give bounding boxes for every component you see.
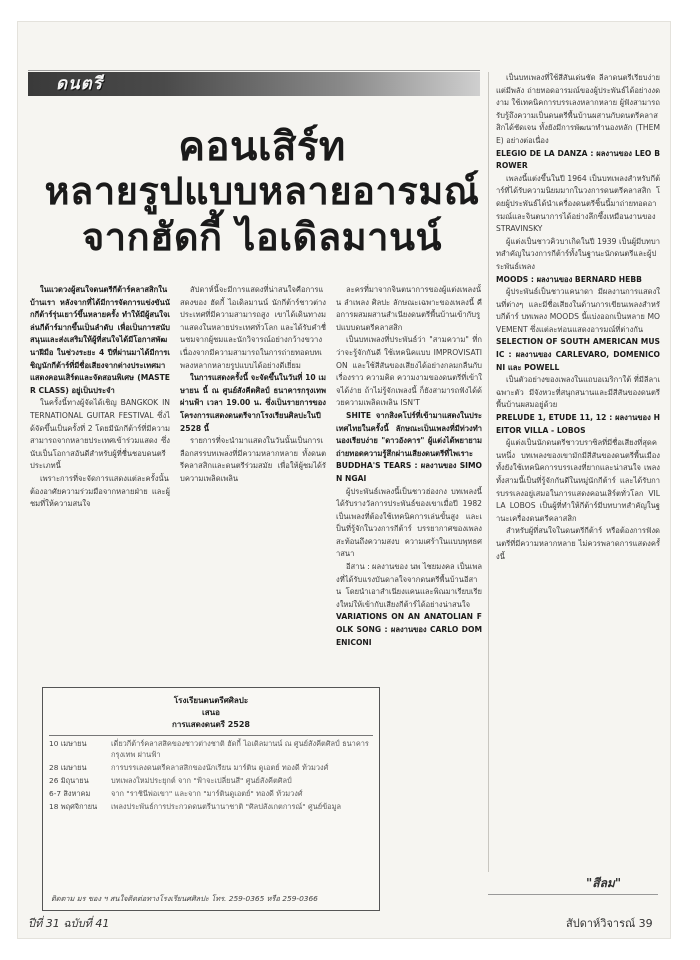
section-top-rule	[28, 70, 480, 71]
third-title-variations: VARIATIONS ON AN ANATOLIAN FOLK SONG : ผลงานของ CARLO DOMENICONI	[336, 612, 482, 647]
headline-line-2: หลายรูปแบบหลายอารมณ์	[44, 169, 480, 213]
schedule-title-3: การแสดงดนตรี 2528	[172, 720, 250, 729]
schedule-date: 10 เมษายน	[49, 739, 87, 748]
mid-para-3: รายการที่จะนำมาแสดงในวันนั้นเป็นการเลือกสรรบทเพลงที่มีความหลากหลาย ทั้งดนตรีคลาสสิกและดนตรีร่วมสมัย เพื่อให้ผู้ชมได้รับความเพลิดเพลิน	[180, 436, 326, 483]
middle-column	[180, 284, 326, 676]
third-para-5: ผู้ประพันธ์เพลงนี้เป็นชาวฮ่องกง บทเพลงนี้ได้รับรางวัลการประพันธ์ของเขาเมื่อปี 1982 เป็นเพลงที่ต้องใช้เทคนิคการเล่นขั้นสูง และเป็นที่รู้จักในวงการกีต้าร์ บรรยากาศของเพลงสะท้อนถึงความสงบ ความเศร้าในแบบพุทธศาสนา	[336, 486, 482, 559]
left-para-1: ในแวดวงผู้สนใจดนตรีกีต้าร์คลาสสิกในบ้านเรา หลังจากที่ได้มีการจัดการแข่งขันนักกีต้าร์รุ่นเยาว์ขึ้นหลายครั้ง ทำให้มีผู้สนใจเล่นกีต้าร์มากขึ้นเป็นลำดับ เพื่อเป็นการสนับสนุนและส่งเสริมให้ผู้ที่สนใจได้มีโอกาสพัฒนาฝีมือ ในช่วงระยะ 4 ปีที่ผ่านมาได้มีการเชิญนักกีต้าร์ที่มีชื่อเสียงจากต่างประเทศมาแสดงคอนเสิร์ตและจัดสอนพิเศษ (MASTER CLASS) อยู่เป็นประจำ	[30, 285, 170, 395]
schedule-row	[43, 799, 379, 812]
schedule-box	[42, 687, 380, 911]
schedule-desc: บทเพลงใหม่ประยุกต์ จาก "ฟ้าจะเปลี่ยนสี" ศูนย์สังคีตศิลป์	[111, 776, 292, 785]
schedule-row	[43, 773, 379, 786]
schedule-date: 6-7 สิงหาคม	[49, 789, 91, 798]
magazine-page	[18, 22, 670, 938]
item-title-elegio: ELEGIO DE LA DANZA : ผลงานของ LEO BROWER	[496, 148, 660, 171]
item-title-south-american: SELECTION OF SOUTH AMERICAN MUSIC : ผลงานของ CARLEVARO, DOMENICONI และ POWELL	[496, 337, 660, 372]
headline-line-3: จากฮัดกี้ ไอเดิลมานน์	[82, 215, 442, 259]
item-text-elegio: เพลงนี้แต่งขึ้นในปี 1964 เป็นบทเพลงสำหรับกีต้าร์ที่ได้รับความนิยมมากในวงการดนตรีคลาสสิก โดยผู้ประพันธ์ได้นำเครื่องดนตรีชิ้นนี้มาถ่ายทอดอารมณ์และจินตนาการได้อย่างลึกซึ้งเหมือนงานของ STRAVINSKY	[496, 173, 660, 234]
headline-line-1: คอนเสิร์ท	[178, 124, 346, 170]
schedule-title-1: โรงเรียนดนตรีศศิลปะ	[173, 696, 249, 705]
right-intro: เป็นบทเพลงที่ใช้สีสันเด่นชัด ลีลาดนตรีเรียบง่ายแต่มีพลัง ถ่ายทอดอารมณ์ของผู้ประพันธ์ได้อย่างงดงาม ใช้เทคนิคการบรรเลงหลากหลาย ผู้ฟังสามารถรับรู้ถึงความเป็นดนตรีพื้นบ้านผสานกับดนตรีคลาสสิกได้ชัดเจน ทั้งยังมีการพัฒนาทำนองหลัก (THEME) อย่างต่อเนื่อง	[496, 73, 660, 145]
right-closing: สำหรับผู้ที่สนใจในดนตรีกีต้าร์ หรือต้องการฟังดนตรีที่มีความหลากหลาย ไม่ควรพลาดการแสดงครั้งนี้	[496, 526, 660, 561]
schedule-date: 28 เมษายน	[49, 763, 87, 772]
schedule-row	[43, 786, 379, 799]
left-column	[30, 284, 170, 676]
item-tail-elegio: ผู้แต่งเป็นชาวคิวบาเกิดในปี 1939 เป็นผู้มีบทบาทสำคัญในวงการกีต้าร์ทั้งในฐานะนักดนตรีและผู้ประพันธ์เพลง	[496, 236, 660, 271]
item-title-prelude: PRELUDE 1, ETUDE 11, 12 : ผลงานของ HEITOR VILLA - LOBOS	[496, 413, 660, 435]
left-para-3: เพราะการที่จะจัดการแสดงแต่ละครั้งนั้นต้องอาศัยความร่วมมือจากหลายฝ่าย และผู้ชมที่ให้ความสนใจ	[30, 473, 170, 509]
schedule-date: 26 มิถุนายน	[49, 776, 89, 785]
item-text-prelude: ผู้แต่งเป็นนักดนตรีชาวบราซิลที่มีชื่อเสียงที่สุดคนหนึ่ง บทเพลงของเขามักมีสีสันของดนตรีพื้นเมือง ทั้งยังใช้เทคนิคการบรรเลงที่ยากและน่าสนใจ เพลงทั้งสามนี้เป็นที่รู้จักกันดีในหมู่นักกีต้าร์ และได้รับการบรรเลงอยู่เสมอในการแสดงคอนเสิร์ตทั่วโลก VILLA LOBOS เป็นผู้ที่ทำให้กีต้าร์มีบทบาทสำคัญในฐานะเครื่องดนตรีคลาสสิก	[496, 438, 660, 523]
schedule-desc: การบรรเลงดนตรีคลาสสิกของนักเรียน มาร์ติน ดูเอตย์ ทองดี ท้วมวงศ์	[111, 763, 329, 772]
column-divider-right	[488, 72, 489, 872]
item-title-moods: MOODS : ผลงานของ BERNARD HEBB	[496, 274, 642, 284]
signature-rule	[488, 894, 658, 895]
issue-number: ปีที่ 31 ฉบับที่ 41	[28, 917, 110, 930]
left-para-2: ในครั้งนี้ทางผู้จัดได้เชิญ BANGKOK INTERNATIONAL GUITAR FESTIVAL ซึ่งได้จัดขึ้นเป็นครั้งที่ 2 โดยมีนักกีต้าร์ที่มีความสามารถจากหลายประเทศเข้าร่วมแสดง ซึ่งนับเป็นโอกาสอันดีสำหรับผู้ที่ชื่นชอบดนตรีประเภทนี้	[30, 398, 170, 471]
schedule-title-2: เสนอ	[202, 708, 220, 717]
schedule-footer: ติดตาม มร ของ ฯ สนใจติดต่อทางโรงเรียนศศิลปะ โทร. 259-0365 หรือ 259-0366	[51, 894, 318, 903]
author-signature: "สีลม"	[586, 876, 622, 890]
third-para-2: เป็นบทเพลงที่ประพันธ์ว่า "สามความ" ที่กว่าจะรู้จักกันดี ใช้เทคนิคแบบ IMPROVISATION และใช้สีสันของเสียงได้อย่างกลมกลืนกับเรื่องราว ความคิด ความงามของดนตรีที่เข้าใจได้ง่าย ถ้าไม่รู้จักเพลงนี้ ก็ยังสามารถฟังได้ด้วยความเพลิดเพลิน ISN'T	[336, 335, 482, 408]
third-title-buddha: BUDDHA'S TEARS : ผลงานของ SIMON NGAI	[336, 461, 482, 483]
schedule-row	[43, 760, 379, 773]
mid-para-1: สัปดาห์นี้จะมีการแสดงที่น่าสนใจคือการแสดงของ ฮัดกี้ ไอเดิลมานน์ นักกีต้าร์ชาวต่างประเทศที่มีความสามารถสูง เขาได้เดินทางมาแสดงในหลายประเทศทั่วโลก และได้รับคำชื่นชมจากผู้ชมและนักวิจารณ์อย่างกว้างขวาง เนื่องจากมีความสามารถในการถ่ายทอดบทเพลงหลากหลายรูปแบบได้อย่างดีเยี่ยม	[180, 285, 326, 370]
third-para-1: ละครที่มาจากจินตนาการของผู้แต่งเพลงนั้น ลำเพลง ศิลปะ ลักษณะเฉพาะของเพลงนี้ คือการผสมผสานสำเนียงดนตรีพื้นบ้านเข้ากับรูปแบบดนตรีคลาสสิก	[336, 285, 482, 332]
third-para-6: อีสาน : ผลงานของ นพ ไชยมงคล เป็นเพลงที่ได้รับแรงบันดาลใจจากดนตรีพื้นบ้านอีสาน โดยนำเอาสำเนียงแคนและพิณมาเรียบเรียงใหม่ให้เข้ากับเสียงกีต้าร์ได้อย่างน่าสนใจ	[336, 562, 482, 609]
third-para-3: SHITE จากสิงคโปร์ที่เข้ามาแสดงในประเทศไทยในครั้งนี้ ลักษณะเป็นเพลงที่มีท่วงทำนองเรียบง่าย "ดาวอังคาร" ผู้แต่งได้พยายามถ่ายทอดความรู้สึกผ่านเสียงดนตรีที่ไพเราะ	[336, 410, 482, 458]
schedule-desc: เพลงประพันธ์การประกวดดนตรีนานาชาติ "ศิลปสังเกตการณ์" ศูนย์ข้อมูล	[111, 802, 341, 811]
section-label: ดนตรี	[56, 74, 103, 94]
item-text-south-american: เป็นตัวอย่างของเพลงในแถบอเมริกาใต้ ที่มีลีลาเฉพาะตัว มีจังหวะที่สนุกสนานและมีสีสันของดนตรีพื้นบ้านผสมอยู่ด้วย	[496, 375, 660, 410]
schedule-desc: จาก "ราชินีพ่อเขา" และจาก "มาร์ตินดูเอตย์" ทองดี ท้วมวงศ์	[111, 789, 303, 798]
mid-para-2: ในการแสดงครั้งนี้ จะจัดขึ้นในวันที่ 10 เมษายน นี้ ณ ศูนย์สังคีตศิลป์ ธนาคารกรุงเทพ ผ่านฟ้า เวลา 19.00 น. ซึ่งเป็นรายการของโครงการแสดงดนตรีจากโรงเรียนศิลปะในปี 2528 นี้	[180, 373, 326, 433]
schedule-row	[43, 736, 379, 760]
schedule-desc: เดี่ยวกีต้าร์คลาสสิคของชาวต่างชาติ ฮัดกี้ ไอเดิลมานน์ ณ ศูนย์สังคีตศิลป์ ธนาคารกรุงเทพ ผ่านฟ้า	[111, 739, 369, 759]
section-band	[28, 72, 480, 96]
item-text-moods: ผู้ประพันธ์เป็นชาวแคนาดา มีผลงานการแสดงในที่ต่างๆ และมีชื่อเสียงในด้านการเขียนเพลงสำหรับกีต้าร์ บทเพลง MOODS นี้แบ่งออกเป็นหลาย MOVEMENT ซึ่งแต่ละท่อนแสดงอารมณ์ที่ต่างกัน	[496, 287, 660, 334]
schedule-date: 18 พฤศจิกายน	[49, 802, 98, 811]
page-number: สัปดาห์วิจารณ์ 39	[566, 917, 653, 930]
right-column	[496, 72, 660, 862]
